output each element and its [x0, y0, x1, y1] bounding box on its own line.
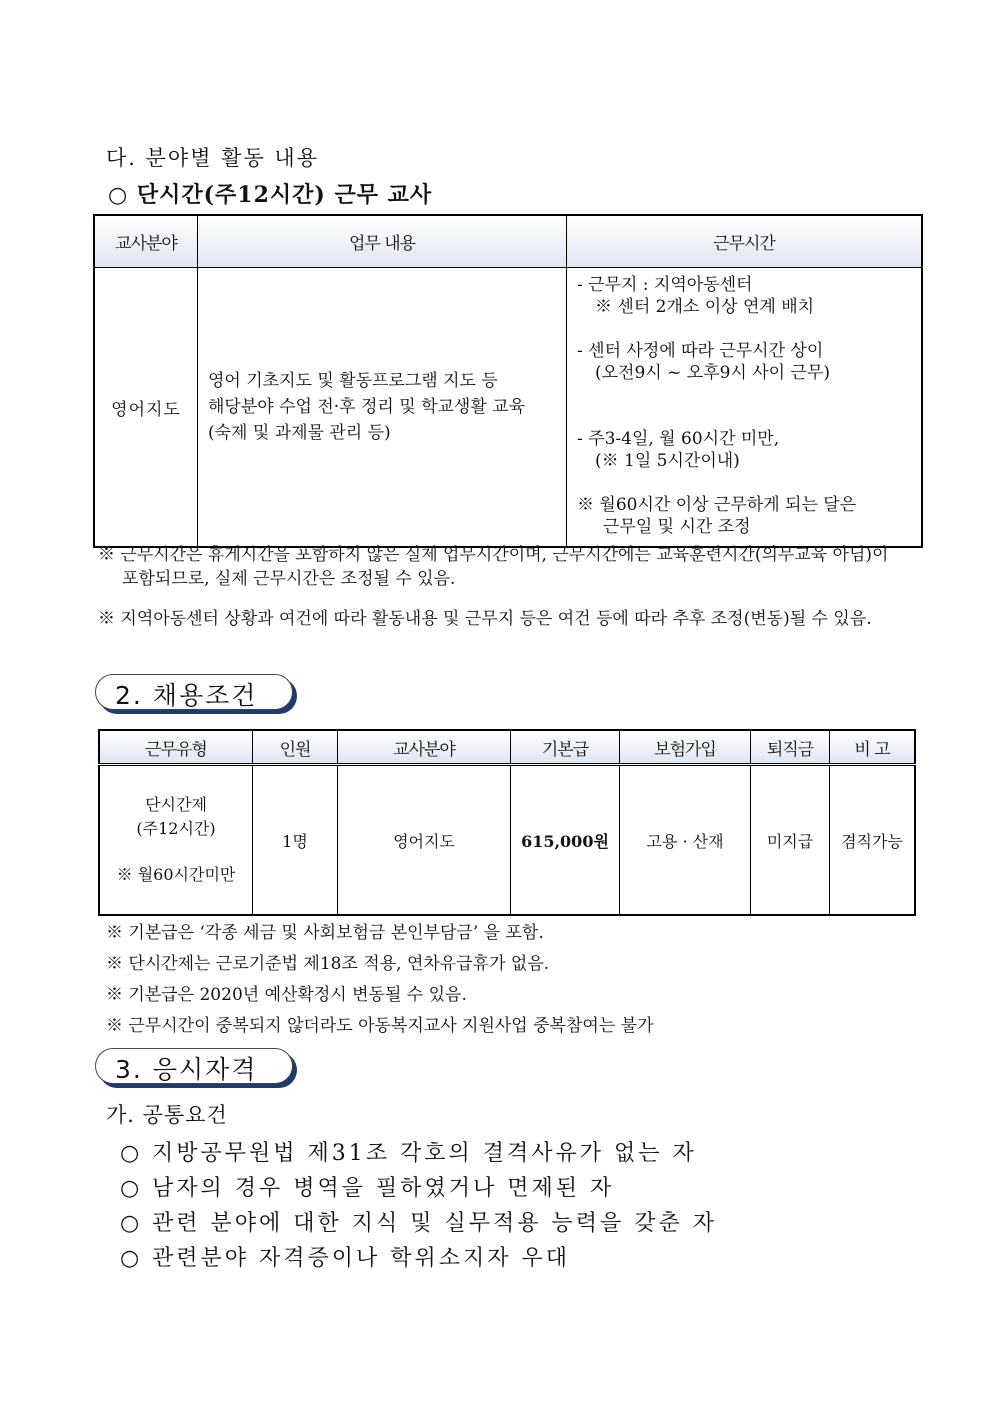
- header-duties: 업무 내용: [198, 215, 567, 268]
- cell-field: 영어지도: [94, 268, 198, 548]
- hours-line: 근무일 및 시간 조정: [603, 517, 751, 537]
- duty-line: 영어 기초지도 및 활동프로그램 지도 등: [208, 371, 498, 391]
- cell-field: 영어지도: [338, 765, 511, 916]
- note-line: ※ 기본급은 ‘각종 세금 및 사회보험금 본인부담금’ 을 포함.: [106, 923, 544, 943]
- type-line: 단시간제: [145, 795, 207, 814]
- cell-remark: 겸직가능: [830, 765, 916, 916]
- bullet-icon: ○: [120, 1176, 143, 1201]
- section-2-title: 2. 채용조건: [115, 681, 258, 710]
- cell-severance: 미지급: [751, 765, 830, 916]
- list-item-text: 지방공무원법 제31조 각호의 결격사유가 없는 자: [152, 1141, 697, 1166]
- hours-line: - 주3-4일, 월 60시간 미만,: [577, 429, 780, 449]
- cell-salary: 615,000원: [511, 765, 620, 916]
- cell-type: [99, 765, 253, 916]
- note-line: 포함되므로, 실제 근무시간은 조정될 수 있음.: [122, 569, 456, 589]
- header-count: 인원: [253, 730, 338, 765]
- header-remark: 비 고: [830, 730, 916, 765]
- list-item-text: 관련분야 자격증이나 학위소지자 우대: [152, 1246, 571, 1271]
- cell-duties: [198, 268, 567, 548]
- note-line: ※ 근무시간이 중복되지 않더라도 아동복지교사 지원사업 중복참여는 불가: [106, 1016, 654, 1036]
- bullet-icon: ○: [120, 1141, 143, 1166]
- section-2-header: [95, 674, 297, 714]
- cell-insurance: 고용 · 산재: [620, 765, 751, 916]
- hours-line: (※ 1일 5시간이내): [595, 451, 740, 471]
- note-line: ※ 단시간제는 근로기준법 제18조 적용, 연차유급휴가 없음.: [106, 954, 550, 974]
- cell-hours: [567, 268, 923, 548]
- note-line: ※ 기본급은 2020년 예산확정시 변동될 수 있음.: [106, 985, 467, 1005]
- list-item: [120, 1206, 717, 1237]
- note-line: ※ 근무시간은 휴게시간을 포함하지 않은 실제 업무시간이며, 근무시간에는 교육훈련시간(의무교육 아님)이: [98, 545, 889, 565]
- table-row: [94, 268, 922, 548]
- header-type: 근무유형: [99, 730, 253, 765]
- subsection-title: 가. 공통요건: [106, 1103, 228, 1127]
- hours-line: - 근무지 : 지역아동센터: [577, 275, 753, 295]
- duty-line: (숙제 및 과제물 관리 등): [208, 423, 391, 443]
- bullet-icon: ○: [120, 1211, 143, 1236]
- note-block: [98, 543, 928, 591]
- table-header-row: [94, 215, 922, 268]
- header-field: 교사분야: [338, 730, 511, 765]
- section-heading: ○ 단시간(주12시간) 근무 교사: [108, 182, 433, 208]
- hours-line: ※ 월60시간 이상 근무하게 되는 달은: [577, 495, 857, 515]
- list-item: [120, 1171, 614, 1202]
- header-field: 교사분야: [94, 215, 198, 268]
- header-hours: 근무시간: [567, 215, 923, 268]
- list-item-text: 남자의 경우 병역을 필하였거나 면제된 자: [152, 1176, 615, 1201]
- hours-line: ※ 센터 2개소 이상 연계 배치: [595, 297, 815, 317]
- duty-line: 해당분야 수업 전·후 정리 및 학교생활 교육: [208, 397, 526, 417]
- note-line: ※ 지역아동센터 상황과 여건에 따라 활동내용 및 근무지 등은 여건 등에 따라 추후 조정(변동)될 수 있음.: [98, 609, 872, 629]
- table-header-row: [99, 730, 915, 765]
- header-salary: 기본급: [511, 730, 620, 765]
- cell-count: 1명: [253, 765, 338, 916]
- bullet-icon: ○: [120, 1246, 143, 1271]
- conditions-table: [98, 729, 916, 916]
- section-3-title: 3. 응시자격: [115, 1055, 258, 1084]
- table-row: [99, 765, 915, 916]
- hours-line: - 센터 사정에 따라 근무시간 상이: [577, 341, 824, 361]
- section-subtitle: 다. 분야별 활동 내용: [106, 146, 319, 170]
- duty-table: [93, 214, 923, 548]
- type-line: (주12시간): [136, 819, 216, 838]
- header-insurance: 보험가입: [620, 730, 751, 765]
- list-item: [120, 1136, 697, 1167]
- conditions-notes: [106, 918, 926, 1042]
- header-severance: 퇴직금: [751, 730, 830, 765]
- type-line: ※ 월60시간미만: [116, 865, 236, 884]
- section-3-header: [95, 1048, 297, 1088]
- list-item-text: 관련 분야에 대한 지식 및 실무적용 능력을 갖춘 자: [152, 1211, 717, 1236]
- hours-line: (오전9시 ~ 오후9시 사이 근무): [595, 363, 830, 383]
- list-item: [120, 1241, 570, 1272]
